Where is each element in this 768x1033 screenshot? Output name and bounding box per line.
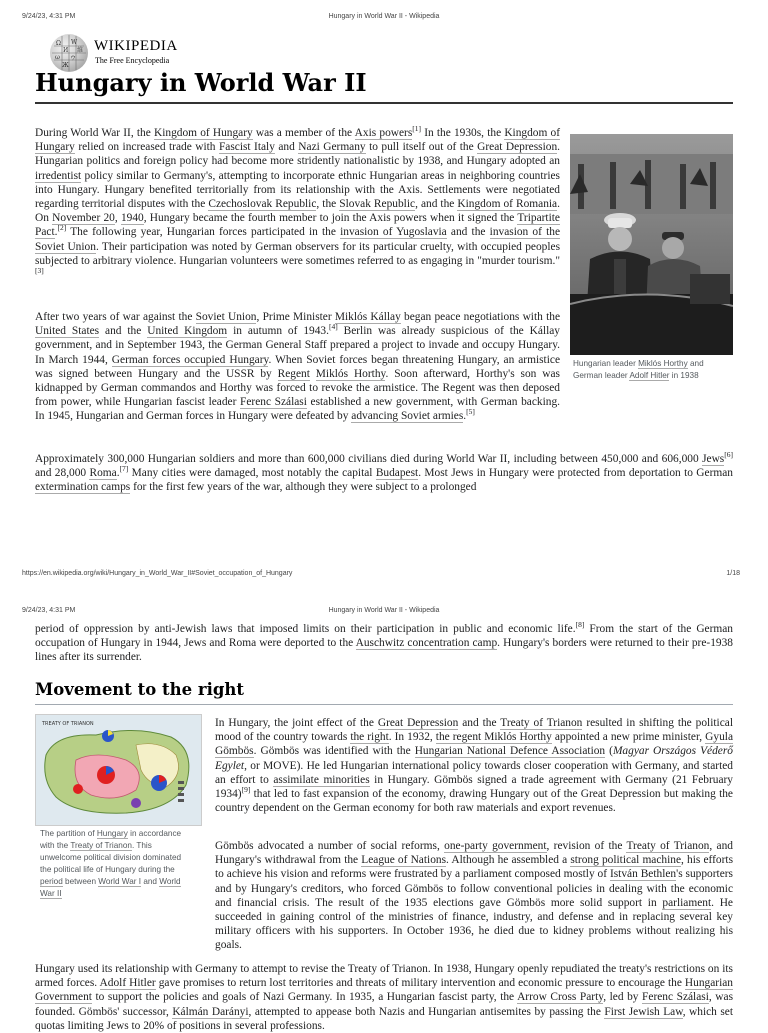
inline-link[interactable]: Ferenc Szálasi — [642, 991, 709, 1004]
print-doc-title: Hungary in World War II - Wikipedia — [328, 13, 440, 20]
svg-text:W: W — [71, 39, 78, 46]
citation-ref[interactable]: [9] — [241, 785, 251, 795]
inline-link[interactable]: Nazi Germany — [298, 141, 366, 154]
inline-link[interactable]: German forces occupied Hungary — [111, 353, 269, 366]
inline-link[interactable]: István Bethlen — [609, 868, 677, 881]
inline-link[interactable]: First Jewish Law — [604, 1005, 683, 1018]
inline-link[interactable]: Adolf Hitler — [99, 977, 156, 990]
inline-link[interactable]: assimilate minorities — [273, 773, 370, 786]
inline-link[interactable]: Budapest — [375, 467, 419, 480]
inline-link[interactable]: United States — [35, 325, 100, 338]
intro-paragraph: During World War II, the Kingdom of Hungary was a member of the Axis powers[1] In the 1930s, the Kingdom of Hungary relied on increased trade with Fascist Italy and Nazi Germany to pull itself out of the Great Depression. Hungarian politics and foreign policy had become more stridently nationalistic by 1938, and Hungary adopted an irredentist policy similar to Germany's, attempting to incorporate ethnic Hungarian areas in neighboring countries into Hungary. Hungary benefited territorially from its relationship with the Axis. Settlements were negotiated regarding territorial disputes with the Czechoslovak Republic, the Slovak Republic, and the Kingdom of Romania. On November 20, 1940, Hungary became the fourth member to join the Axis powers when it signed the Tripartite Pact.[2] The following year, Hungarian forces participated in the invasion of Yugoslavia and the invasion of the Soviet Union. Their participation was noted by German observers for its particular cruelty, with occupied peoples subjected to arbitrary violence. Hungarian volunteers were sometimes referred to as engaging in "murder tourism."[3] — [35, 124, 561, 276]
title-divider — [35, 102, 733, 104]
inline-link[interactable]: advancing Soviet armies — [351, 410, 464, 423]
inline-link[interactable]: Arrow Cross Party — [517, 991, 604, 1004]
citation-ref[interactable]: [2] — [57, 223, 67, 233]
inline-link[interactable]: Gyula Gömbös — [215, 731, 733, 758]
inline-link[interactable]: Tripartite Pact — [35, 212, 560, 239]
italic-text: Magyar Országos Véderő Egylet — [215, 745, 733, 772]
third-paragraph: Approximately 300,000 Hungarian soldiers and more than 600,000 civilians died during World War II, including between 450,000 and 606,000 Jews[6] and 28,000 Roma.[7] Many cities were damaged, most notably the capital Budapest. Most Jews in Hungary were protected from deportation to German extermination camps for the first few years of the war, although they were subject to a prolonged — [35, 450, 733, 494]
wikipedia-wordmark[interactable]: WIKIPEDIA — [94, 38, 178, 54]
horthy-hitler-photo[interactable] — [570, 134, 733, 355]
map-title-label: TREATY OF TRIANON — [42, 721, 94, 727]
inline-link[interactable]: Jews — [702, 453, 725, 465]
inline-link[interactable]: Soviet Union — [195, 311, 257, 323]
inline-link[interactable]: Roma — [89, 467, 117, 480]
inline-link[interactable]: Auschwitz concentration camp — [355, 637, 498, 650]
citation-ref[interactable]: [3] — [35, 266, 44, 276]
print-doc-title-page2: Hungary in World War II - Wikipedia — [328, 607, 440, 614]
citation-ref[interactable]: [4] — [328, 322, 338, 332]
inline-link[interactable]: Miklós Horthy — [638, 359, 688, 368]
inline-link[interactable]: the right — [350, 731, 389, 744]
inline-link[interactable]: invasion of Yugoslavia — [340, 226, 447, 239]
inline-link[interactable]: Great Depression — [377, 717, 459, 729]
continued-paragraph: period of oppression by anti-Jewish laws that imposed limits on their participation in public and economic life.[8] From the start of the German occupation of Hungary in 1944, Jews and Roma were deported to the Auschwitz concentration camp. Hungary's borders were returned to their pre-1938 lines after its surrender. — [35, 620, 733, 664]
inline-link[interactable]: Treaty of Trianon — [626, 840, 710, 852]
movement-paragraph-1: In Hungary, the joint effect of the Great Depression and the Treaty of Trianon resulted in shifting the political mood of the country towards the right. In 1932, the regent Miklós Horthy appointed a new prime minister, Gyula Gömbös. Gömbös was identified with the Hungarian National Defence Association (Magyar Országos Véderő Egylet, or MOVE). He led Hungarian international policy towards closer cooperation with Germany, and started an effort to assimilate minorities in Hungary. Gömbös signed a trade agreement with Germany (21 February 1934)[9] that led to fast expansion of the economy, drawing Hungary out of the Great Depression but making the country dependent on the German economy for both raw materials and export revenues. — [215, 717, 733, 815]
svg-text:Ж: Ж — [62, 62, 69, 69]
inline-link[interactable]: Kálmán Darányi — [172, 1005, 249, 1018]
inline-link[interactable]: 1940 — [120, 212, 144, 225]
inline-link[interactable]: Slovak Republic — [339, 198, 416, 211]
inline-link[interactable]: Great Depression — [477, 141, 558, 154]
inline-link[interactable]: Adolf Hitler — [629, 371, 670, 380]
wikipedia-tagline: The Free Encyclopedia — [95, 56, 170, 65]
citation-ref[interactable]: [1] — [412, 124, 422, 134]
section-divider — [35, 704, 733, 705]
print-date-page2: 9/24/23, 4:31 PM — [22, 607, 76, 614]
inline-link[interactable]: Kingdom of Hungary — [153, 127, 253, 139]
citation-ref[interactable]: [5] — [466, 407, 475, 417]
inline-link[interactable]: Treaty of Trianon — [500, 717, 583, 729]
article-title: Hungary in World War II — [35, 68, 367, 97]
citation-ref[interactable]: [6] — [724, 450, 733, 460]
trianon-map[interactable] — [35, 714, 202, 826]
inline-link[interactable]: Fascist Italy — [218, 141, 275, 154]
svg-text:ω: ω — [55, 54, 60, 61]
inline-link[interactable]: Regent — [277, 367, 310, 380]
movement-paragraph-2: Gömbös advocated a number of social reforms, one-party government, revision of the Treaty of Trianon, and Hungary's withdrawal from the League of Nations. Although he assembled a strong political machine, his efforts to achieve his vision and reforms were frustrated by a parliament composed mostly of István Bethlen's supporters and by Hungary's creditors, who forced Gömbös to follow conventional policies in dealing with the economic and financial crisis. The result of the 1935 elections gave Gömbös more solid support in parliament. He succeeded in gaining control of the ministries of finance, industry, and defense and in replacing several key military officers with his supporters. In October 1936, he died due to kidney problems without realizing his goals. — [215, 840, 734, 952]
wikipedia-globe-logo-icon[interactable] — [50, 34, 88, 72]
svg-text:ウ: ウ — [70, 55, 77, 62]
inline-link[interactable]: Axis powers — [354, 127, 413, 139]
inline-link[interactable]: Hungary — [96, 829, 128, 838]
inline-link[interactable]: Hungarian National Defence Association — [414, 745, 606, 758]
print-date: 9/24/23, 4:31 PM — [22, 13, 76, 20]
second-paragraph: After two years of war against the Soviet Union, Prime Minister Miklós Kállay began peace negotiations with the United States and the United Kingdom in autumn of 1943.[4] Berlin was already suspicious of the Kállay government, and in September 1943, the German General Staff prepared a project to invade and occupy Hungary. In March 1944, German forces occupied Hungary. When Soviet forces began threatening Hungary, an armistice was signed between Hungary and the USSR by Regent Miklós Horthy. Soon afterward, Horthy's son was kidnapped by German commandos and Horthy was forced to revoke the armistice. The Regent was then deposed from power, while Hungarian fascist leader Ferenc Szálasi established a new government, with German backing. In 1945, Hungarian and German forces in Hungary were defeated by advancing Soviet armies.[5] — [35, 311, 561, 423]
inline-link[interactable]: Miklós Kállay — [334, 311, 401, 323]
inline-link[interactable]: one-party government — [444, 840, 547, 852]
print-url[interactable]: https://en.wikipedia.org/wiki/Hungary_in_World_War_II#Soviet_occupation_of_Hungary — [22, 570, 293, 577]
print-page-number: 1/18 — [726, 570, 740, 577]
inline-link[interactable]: United Kingdom — [147, 325, 228, 338]
inline-link[interactable]: irredentist — [35, 169, 82, 182]
svg-text:И: И — [63, 47, 69, 54]
inline-link[interactable]: Miklós Horthy — [315, 367, 386, 380]
svg-text:維: 維 — [77, 47, 84, 54]
inline-link[interactable]: World War II — [40, 877, 181, 898]
inline-link[interactable]: invasion of the Soviet Union — [35, 226, 561, 253]
inline-link[interactable]: Kingdom of Hungary — [35, 127, 561, 154]
inline-link[interactable]: Hungarian Government — [35, 977, 733, 1004]
photo-caption: Hungarian leader Miklós Horthy and German leader Adolf Hitler in 1938 — [573, 359, 704, 380]
inline-link[interactable]: Kingdom of Romania — [457, 198, 558, 211]
section-heading-movement: Movement to the right — [35, 680, 245, 699]
svg-text:Ω: Ω — [56, 40, 61, 47]
inline-link[interactable]: period — [40, 877, 63, 886]
inline-link[interactable]: November 20 — [52, 212, 115, 225]
movement-paragraph-3: Hungary used its relationship with Germany to attempt to revise the Treaty of Trianon. In 1938, Hungary openly repudiated the treaty's restrictions on its armed forces. Adolf Hitler gave promises to return lost territories and threats of military intervention and economic pressure to encourage the Hungarian Government to support the policies and goals of Nazi Germany. In 1935, a Hungarian fascist party, the Arrow Cross Party, led by Ferenc Szálasi, was founded. Gömbös' successor, Kálmán Darányi, attempted to appease both Nazis and Hungarian antisemites by passing the First Jewish Law, which set quotas limiting Jews to 20% of positions in several professions. — [35, 963, 734, 1032]
inline-link[interactable]: Ferenc Szálasi — [240, 396, 307, 409]
inline-link[interactable]: extermination camps — [35, 481, 131, 494]
inline-link[interactable]: Treaty of Trianon — [70, 841, 132, 850]
citation-ref[interactable]: [8] — [575, 620, 585, 630]
inline-link[interactable]: League of Nations — [361, 854, 447, 867]
inline-link[interactable]: Czechoslovak Republic — [208, 198, 317, 211]
inline-link[interactable]: World War I — [98, 877, 142, 886]
inline-link[interactable]: parliament — [662, 896, 712, 909]
inline-link[interactable]: strong political machine — [570, 854, 682, 867]
map-caption: The partition of Hungary in accordance with the Treaty of Trianon. This unwelcome political division dominated the political life of Hungary during the period between World War I and World War II — [40, 829, 182, 898]
citation-ref[interactable]: [7] — [119, 464, 129, 474]
inline-link[interactable]: the regent Miklós Horthy — [435, 731, 552, 744]
